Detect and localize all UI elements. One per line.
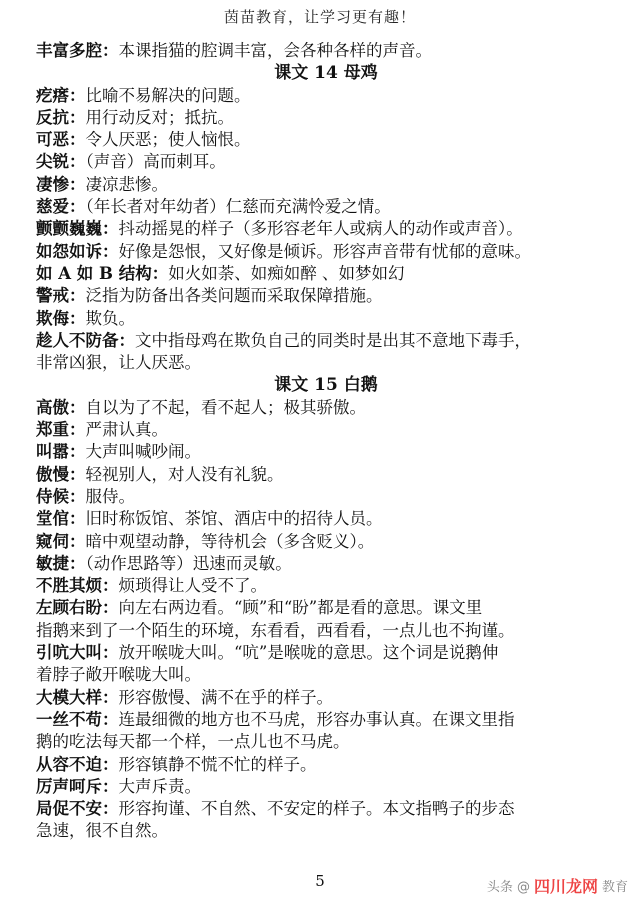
vocab-definition: 形容拘谨、不自然、不安定的样子。本文指鸭子的步态 xyxy=(118,799,515,819)
vocab-entry xyxy=(36,575,616,597)
lesson-title: 课文 15 白鹅 xyxy=(274,375,378,396)
vocab-entry xyxy=(36,107,616,129)
vocab-entry xyxy=(36,798,616,820)
vocab-entry xyxy=(36,308,616,330)
page-header: 茵苗教育，让学习更有趣！ xyxy=(223,8,416,26)
vocab-entry xyxy=(36,129,616,151)
vocab-definition: 形容傲慢、满不在乎的样子。 xyxy=(118,687,333,707)
vocab-term: 局促不安： xyxy=(36,799,119,819)
vocab-term: 堂倌： xyxy=(36,509,86,529)
vocab-term: 欺侮： xyxy=(36,308,86,328)
vocab-term: 傲慢： xyxy=(36,464,86,484)
vocabulary-list xyxy=(36,40,616,843)
vocab-term: 尖锐： xyxy=(36,152,86,172)
entry-continuation xyxy=(36,664,616,686)
vocab-entry xyxy=(36,174,616,196)
vocab-term: 慈爱： xyxy=(36,197,86,217)
vocab-entry xyxy=(36,754,616,776)
vocab-definition: 凄凉悲惨。 xyxy=(85,174,168,194)
vocab-definition: 严肃认真。 xyxy=(85,420,168,440)
vocab-term: 颤颤巍巍： xyxy=(36,219,119,239)
vocab-definition: 形容镇静不慌不忙的样子。 xyxy=(118,754,317,774)
vocab-definition: 好像是怨恨，又好像是倾诉。形容声音带有忧郁的意味。 xyxy=(118,241,531,261)
page-number: 5 xyxy=(315,872,325,890)
vocab-definition: 指鹅来到了一个陌生的环境，东看看，西看看，一点儿也不拘谨。 xyxy=(36,620,515,640)
vocab-definition: 连最细微的地方也不马虎，形容办事认真。在课文里指 xyxy=(118,709,515,729)
vocab-entry xyxy=(36,397,616,419)
vocab-entry xyxy=(36,218,616,240)
vocab-term: 侍候： xyxy=(36,486,86,506)
vocab-term: 警戒： xyxy=(36,286,86,306)
vocab-term: 凄惨： xyxy=(36,174,86,194)
vocab-entry xyxy=(36,597,616,619)
vocab-term: 疙瘩： xyxy=(36,85,86,105)
vocab-definition: 大声叫喊吵闹。 xyxy=(85,442,201,462)
entry-continuation xyxy=(36,820,616,842)
watermark-prefix: 头条 @ xyxy=(486,880,530,895)
vocab-term: 叫嚣： xyxy=(36,442,86,462)
entry-continuation xyxy=(36,352,616,374)
vocab-definition: 服侍。 xyxy=(85,486,135,506)
vocab-definition: 大声斥责。 xyxy=(118,776,201,796)
lesson-title: 课文 14 母鸡 xyxy=(274,63,378,84)
vocab-term: 丰富多腔： xyxy=(36,41,119,60)
vocab-term: 趁人不防备： xyxy=(36,330,135,350)
vocab-definition: 鹅的吃法每天都一个样，一点儿也不马虎。 xyxy=(36,732,350,752)
vocab-term: 敏捷： xyxy=(36,553,86,573)
vocab-term: 一丝不苟： xyxy=(36,709,119,729)
vocab-entry xyxy=(36,553,616,575)
vocab-entry xyxy=(36,531,616,553)
vocab-entry xyxy=(36,776,616,798)
vocab-definition: 旧时称饭馆、茶馆、酒店中的招待人员。 xyxy=(85,509,383,529)
vocab-entry xyxy=(36,419,616,441)
vocab-term: 大模大样： xyxy=(36,687,119,707)
vocab-entry xyxy=(36,241,616,263)
vocab-definition: 非常凶狠，让人厌恶。 xyxy=(36,353,201,373)
vocab-term: 郑重： xyxy=(36,420,86,440)
vocab-term: 左顾右盼： xyxy=(36,598,119,618)
vocab-definition: （声音）高而刺耳。 xyxy=(85,152,226,172)
vocab-entry xyxy=(36,709,616,731)
vocab-entry xyxy=(36,85,616,107)
watermark-brand: 四川龙网 xyxy=(533,877,598,896)
vocab-definition: 比喻不易解决的问题。 xyxy=(85,85,251,105)
vocab-entry xyxy=(36,151,616,173)
vocab-term: 反抗： xyxy=(36,107,86,127)
entry-continuation xyxy=(36,620,616,642)
vocab-definition: 放开喉咙大叫。“吭”是喉咙的意思。这个词是说鹅伸 xyxy=(118,643,499,663)
vocab-definition: 轻视别人，对人没有礼貌。 xyxy=(85,464,284,484)
vocab-entry xyxy=(36,330,616,352)
vocab-term: 高傲： xyxy=(36,397,86,417)
vocab-definition: 抖动摇晃的样子（多形容老年人或病人的动作或声音）。 xyxy=(118,219,523,239)
vocab-definition: 用行动反对；抵抗。 xyxy=(85,107,234,127)
vocab-entry xyxy=(36,687,616,709)
vocab-definition: 文中指母鸡在欺负自己的同类时是出其不意地下毒手， xyxy=(135,330,531,350)
vocab-definition: 自以为了不起，看不起人；极其骄傲。 xyxy=(85,397,366,417)
vocab-entry xyxy=(36,486,616,508)
vocab-term: 不胜其烦： xyxy=(36,576,119,596)
watermark xyxy=(487,874,628,897)
vocab-term: 从容不迫： xyxy=(36,754,119,774)
vocab-entry xyxy=(36,508,616,530)
vocab-definition: 欺负。 xyxy=(85,308,135,328)
vocab-term: 可恶： xyxy=(36,130,86,150)
vocab-term: 厉声呵斥： xyxy=(36,776,119,796)
vocab-definition: （动作思路等）迅速而灵敏。 xyxy=(85,553,292,573)
vocab-entry xyxy=(36,642,616,664)
vocab-definition: 如火如荼、如痴如醉 、如梦如幻 xyxy=(168,263,405,283)
vocab-definition: 本课指猫的腔调丰富，会各种各样的声音。 xyxy=(118,41,432,60)
vocab-term: 引吭大叫： xyxy=(36,643,119,663)
vocab-definition: 令人厌恶；使人恼恨。 xyxy=(85,130,251,150)
vocab-entry xyxy=(36,263,616,285)
vocab-term: 如怨如诉： xyxy=(36,241,119,261)
entry-continuation xyxy=(36,731,616,753)
vocab-entry xyxy=(36,196,616,218)
vocab-definition: 着脖子敞开喉咙大叫。 xyxy=(36,665,201,685)
vocab-definition: （年长者对年幼者）仁慈而充满怜爱之情。 xyxy=(85,197,391,217)
watermark-suffix: 教育 xyxy=(601,880,628,895)
vocab-definition: 烦琐得让人受不了。 xyxy=(118,576,267,596)
vocab-definition: 泛指为防备出各类问题而采取保障措施。 xyxy=(85,286,383,306)
vocab-definition: 急速，很不自然。 xyxy=(36,821,168,841)
vocab-entry xyxy=(36,441,616,463)
vocab-entry xyxy=(36,464,616,486)
vocab-term: 如 A 如 B 结构： xyxy=(36,263,169,283)
vocab-entry xyxy=(36,40,616,62)
vocab-term: 窥伺： xyxy=(36,531,86,551)
vocab-definition: 向左右两边看。“顾”和“盼”都是看的意思。课文里 xyxy=(118,598,483,618)
vocab-definition: 暗中观望动静，等待机会（多含贬义）。 xyxy=(85,531,375,551)
vocab-entry xyxy=(36,285,616,307)
